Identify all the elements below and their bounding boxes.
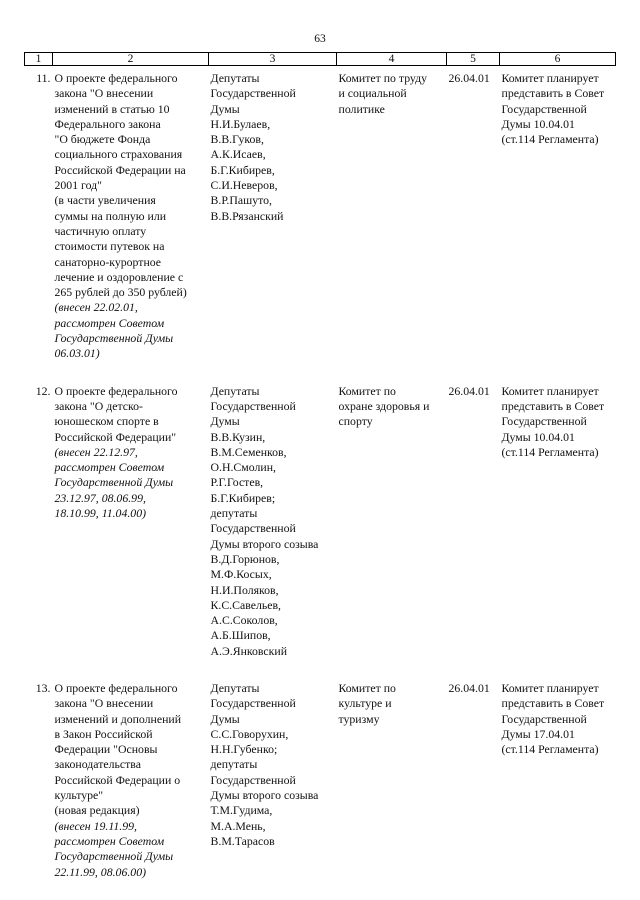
bill-title-line: санаторно-курортное: [54, 254, 162, 269]
date-cell: [447, 659, 500, 880]
row-number-text: 13.: [35, 680, 51, 695]
authors-cell: [209, 362, 337, 659]
bill-title-line: частичную оплату: [54, 223, 147, 238]
column-number-row: [25, 53, 616, 66]
plan-line: Комитет планирует: [501, 383, 599, 398]
bill-note-line: (внесен 22.12.97,: [54, 444, 138, 459]
column-number: 6: [500, 53, 616, 66]
authors-cell: [209, 66, 337, 362]
bill-title-line: "О бюджете Фонда: [54, 132, 151, 147]
column-number: 1: [25, 53, 53, 66]
plan-line: Думы 10.04.01: [501, 429, 575, 444]
date-text: 26.04.01: [448, 680, 490, 695]
author-line: Депутаты: [210, 71, 260, 85]
author-line: Р.Г.Гостев,: [210, 475, 264, 490]
plan-line: (ст.114 Регламента): [501, 132, 599, 147]
bill-note-line: рассмотрен Советом: [54, 833, 165, 848]
bill-title-line: Российской Федерации о: [54, 772, 181, 787]
plan-cell: [500, 362, 616, 659]
column-number: 3: [209, 53, 337, 66]
committee-line: туризму: [338, 711, 380, 726]
author-line: Думы: [210, 711, 240, 726]
table-row: [25, 362, 616, 659]
date-text: 26.04.01: [448, 71, 490, 85]
row-number-text: 11.: [36, 71, 51, 85]
author-line: А.К.Исаев,: [210, 147, 266, 162]
author-line: В.М.Тарасов: [210, 833, 275, 848]
plan-cell: [500, 659, 616, 880]
plan-line: Государственной: [501, 101, 587, 116]
page-number: 63: [314, 33, 326, 45]
bill-title-line: (в части увеличения: [54, 193, 156, 208]
bill-title-line: закона "О внесении: [54, 86, 154, 101]
plan-cell: [500, 66, 616, 362]
bill-note-line: (внесен 22.02.01,: [54, 300, 138, 315]
bill-title-line: закона "О внесении: [54, 696, 154, 711]
author-line: Государственной: [210, 398, 296, 413]
bill-title-line: культуре": [54, 788, 104, 803]
bill-title-line: О проекте федерального: [54, 680, 178, 695]
bill-title-cell: [53, 659, 209, 880]
committee-line: и социальной: [338, 86, 407, 101]
committee-cell: [337, 362, 447, 659]
table-row: [25, 659, 616, 880]
author-line: Депутаты: [210, 383, 260, 398]
bill-title-line: 265 рублей до 350 рублей): [54, 285, 187, 300]
committee-cell: [337, 66, 447, 362]
author-line: О.Н.Смолин,: [210, 460, 276, 475]
bill-title-line: в Закон Российской: [54, 726, 153, 741]
bill-title-cell: [53, 66, 209, 362]
bill-title-line: юношеском спорте в: [54, 414, 159, 429]
author-line: Государственной: [210, 86, 296, 101]
author-line: В.Д.Горюнов,: [210, 551, 280, 566]
author-line: В.В.Кузин,: [210, 429, 266, 444]
author-line: Думы второго созыва: [210, 788, 319, 803]
author-line: Н.И.Булаев,: [210, 116, 271, 131]
row-number-text: 12.: [35, 383, 51, 398]
bills-table: [24, 52, 616, 880]
table-row: [25, 66, 616, 362]
bill-note-line: 22.11.99, 08.06.00): [54, 864, 147, 879]
bill-note-line: рассмотрен Советом: [54, 315, 165, 330]
committee-line: Комитет по: [338, 383, 396, 398]
bill-title-line: стоимости путевок на: [54, 239, 165, 254]
author-line: С.И.Неверов,: [210, 178, 278, 193]
column-number: 4: [337, 53, 447, 66]
plan-line: Думы 10.04.01: [501, 116, 575, 131]
bill-title-line: О проекте федерального: [54, 71, 178, 85]
bill-title-line: Российской Федерации": [54, 429, 177, 444]
author-line: А.Б.Шипов,: [210, 628, 271, 643]
bill-title-line: Российской Федерации на: [54, 162, 186, 177]
bill-note-line: (внесен 19.11.99,: [54, 818, 137, 833]
bill-title-line: Федерации "Основы: [54, 742, 158, 757]
committee-line: спорту: [338, 414, 373, 429]
bill-title-line: О проекте федерального: [54, 383, 178, 398]
plan-line: Государственной: [501, 711, 587, 726]
committee-line: политике: [338, 101, 385, 116]
committee-line: охране здоровья и: [338, 398, 430, 413]
row-number: [25, 659, 53, 880]
author-line: К.С.Савельев,: [210, 597, 281, 612]
author-line: Думы второго созыва: [210, 536, 319, 551]
author-line: А.С.Соколов,: [210, 613, 278, 628]
author-line: В.В.Рязанский: [210, 208, 284, 223]
bill-note-line: Государственной Думы: [54, 475, 174, 490]
bill-title-line: суммы на полную или: [54, 208, 167, 223]
bill-title-line: лечение и оздоровление с: [54, 269, 184, 284]
bill-note-line: 23.12.97, 08.06.99,: [54, 490, 146, 505]
author-line: Государственной: [210, 772, 296, 787]
committee-cell: [337, 659, 447, 880]
bill-title-line: 2001 год": [54, 178, 102, 193]
author-line: М.Ф.Косых,: [210, 567, 272, 582]
plan-line: представить в Совет: [501, 696, 605, 711]
row-number: [25, 66, 53, 362]
plan-line: представить в Совет: [501, 398, 605, 413]
bill-title-line: социального страхования: [54, 147, 183, 162]
author-line: А.Э.Янковский: [210, 643, 288, 658]
bill-note-line: Государственной Думы: [54, 849, 174, 864]
bill-note-line: 06.03.01): [54, 346, 100, 361]
author-line: Б.Г.Кибирев;: [210, 490, 276, 505]
bill-title-line: изменений и дополнений: [54, 711, 182, 726]
author-line: С.С.Говорухин,: [210, 726, 289, 741]
committee-line: Комитет по: [338, 680, 396, 695]
row-number: [25, 362, 53, 659]
author-line: В.В.Гуков,: [210, 132, 264, 147]
author-line: Думы: [210, 101, 240, 116]
author-line: депутаты: [210, 506, 258, 521]
bill-title-line: (новая редакция): [54, 803, 140, 818]
plan-line: (ст.114 Регламента): [501, 444, 599, 459]
bill-title-line: Федерального закона: [54, 116, 161, 131]
author-line: В.Р.Пашуто,: [210, 193, 272, 208]
plan-line: представить в Совет: [501, 86, 605, 101]
plan-line: (ст.114 Регламента): [501, 742, 599, 757]
author-line: депутаты: [210, 757, 258, 772]
bill-note-line: Государственной Думы: [54, 331, 174, 346]
plan-line: Государственной: [501, 414, 587, 429]
author-line: М.А.Мень,: [210, 818, 266, 833]
date-cell: [447, 362, 500, 659]
committee-line: Комитет по труду: [338, 71, 427, 85]
author-line: Н.Н.Губенко;: [210, 742, 278, 757]
bill-title-line: закона "О детско-: [54, 398, 143, 413]
plan-line: Комитет планирует: [501, 71, 599, 85]
column-number: 2: [53, 53, 209, 66]
bill-title-line: законодательства: [54, 757, 141, 772]
bill-title-line: изменений в статью 10: [54, 101, 170, 116]
column-number: 5: [447, 53, 500, 66]
date-text: 26.04.01: [448, 383, 490, 398]
bill-note-line: рассмотрен Советом: [54, 460, 165, 475]
author-line: Государственной: [210, 696, 296, 711]
author-line: Депутаты: [210, 680, 260, 695]
date-cell: [447, 66, 500, 362]
plan-line: Думы 17.04.01: [501, 726, 575, 741]
author-line: Н.И.Поляков,: [210, 582, 279, 597]
author-line: В.М.Семенков,: [210, 444, 287, 459]
author-line: Т.М.Гудима,: [210, 803, 273, 818]
plan-line: Комитет планирует: [501, 680, 599, 695]
bill-title-cell: [53, 362, 209, 659]
author-line: Б.Г.Кибирев,: [210, 162, 275, 177]
committee-line: культуре и: [338, 696, 392, 711]
author-line: Государственной: [210, 521, 296, 536]
bill-note-line: 18.10.99, 11.04.00): [54, 506, 147, 521]
authors-cell: [209, 659, 337, 880]
author-line: Думы: [210, 414, 240, 429]
